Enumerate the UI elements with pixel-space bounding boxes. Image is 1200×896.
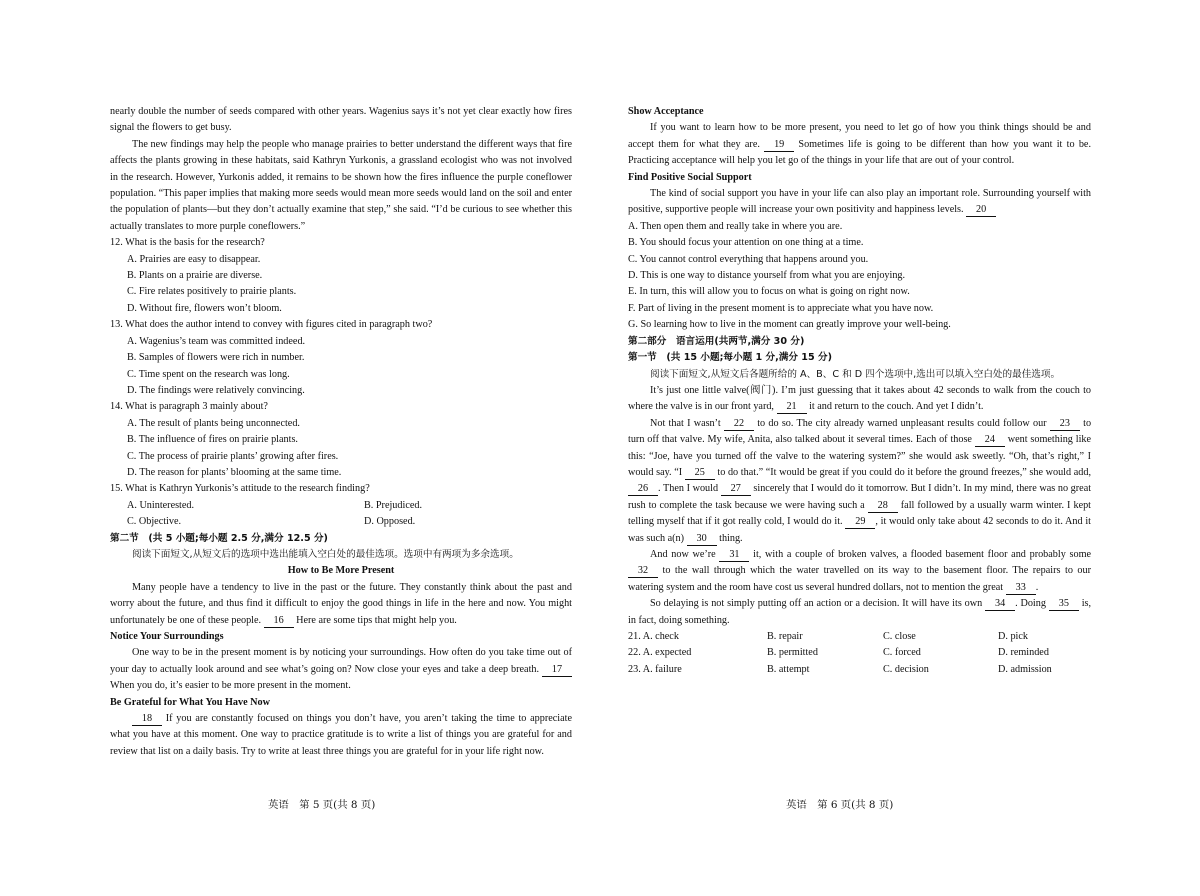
question-12: 12. What is the basis for the research?	[110, 237, 265, 249]
blank-20: 20	[966, 204, 996, 217]
option: C. The process of prairie plants’ growing after fires.	[127, 450, 339, 462]
option: D. pick	[998, 631, 1028, 642]
option: D. The findings were relatively convincing.	[127, 384, 305, 396]
paragraph: So delaying is not simply putting off an action or a decision. It will have its own 34 . Doing 35 is, in fact, doing something.	[628, 598, 1092, 626]
option: B. repair	[767, 631, 803, 642]
option: C. Time spent on the research was long.	[127, 368, 290, 380]
option: B. You should focus your attention on one thing at a time.	[628, 237, 864, 249]
option: D. Opposed.	[364, 516, 416, 528]
option: F. Part of living in the present moment is to appreciate what you have now.	[628, 302, 934, 314]
blank-24: 24	[975, 434, 1005, 447]
option: B. Plants on a prairie are diverse.	[127, 270, 263, 282]
blank-30: 30	[687, 533, 717, 546]
option-row	[110, 498, 572, 514]
option: A. The result of plants being unconnected.	[127, 417, 300, 429]
blank-28: 28	[868, 500, 898, 513]
blank-19: 19	[764, 139, 794, 152]
option: A. Prairies are easy to disappear.	[127, 253, 261, 265]
blank-33: 33	[1006, 582, 1036, 595]
page-footer-right: 英语 第 6 页(共 8 页)	[786, 799, 894, 811]
page-footer-left: 英语 第 5 页(共 8 页)	[268, 799, 376, 811]
paragraph: It’s just one little valve(阀门). I’m just guessing that it takes about 42 seconds to walk from the couch to where the valve is in our front yard, 21 it and return to the couch. And yet I didn’t.	[628, 384, 1091, 413]
option: B. Samples of flowers were rich in number.	[127, 352, 305, 364]
question-13: 13. What does the author intend to convey with figures cited in paragraph two?	[110, 319, 433, 331]
blank-18: 18	[132, 713, 162, 726]
option: A. Uninterested.	[127, 499, 195, 511]
paragraph: 18 If you are constantly focused on things you don’t have, you aren’t taking the time to appreciate what you have at this moment. One way to practice gratitude is to write a list of things you are grateful for and review that list on a daily basis. Try to write at least three things you are grateful for in your life right now.	[110, 713, 573, 757]
option: C. forced	[883, 647, 921, 659]
paragraph: And now we’re 31 it, with a couple of broken valves, a flooded basement floor and probably some 32 to the wall through which the water travelled on its way to the basement floor. The repairs to our watering system and the room have cost us several hundred dollars, not to mention the great 33 .	[628, 548, 1092, 593]
answer-row-23	[628, 662, 1091, 678]
option: G. So learning how to live in the moment can greatly improve your well-being.	[628, 319, 951, 331]
option: 22. A. expected	[628, 647, 692, 659]
subheading: Be Grateful for What You Have Now	[110, 696, 270, 708]
option-row	[110, 514, 572, 530]
subheading: Notice Your Surroundings	[110, 631, 224, 642]
paragraph: Not that I wasn’t 22 to do so. The city already warned unpleasant results could follow our 23 to turn off that valve. My wife, Anita, also talked about it several times. Each of those 24 went something like this: “Joe, have you turned off the valve to the watering system?” she would ask sweetly. “Oh, that’s right,” I would say. “I 25 to do that.” “It would be great if you could do it before the ground freezes,” she would add, 26 . Then I would 27 sincerely that I would do it tomorrow. But I didn’t. In my mind, there was no great rush to complete the task because we were having such a 28 fall followed by a usually warm winter. I kept telling myself that if it got really cold, I would do it. 29 , it would only take about 42 seconds to do it. And it was such a(n) 30 thing.	[628, 417, 1092, 544]
paragraph: The new findings may help the people who manage prairies to better understand the different ways that fire affects the plants growing in these habitats, said Kathryn Yurkonis, a grassland ecologist who was not involved in the research. However, Yurkonis added, it remains to be shown how the fires influence the purple coneflower population. “This paper implies that making more seeds would mean more seeds would land on the soil and enter the population of plants—but they don’t actually examine that step,” she said. “I’d be curious to see whether this actually translates to more purple coneflowers.”	[110, 138, 573, 232]
option: D. Without fire, flowers won’t bloom.	[127, 302, 282, 314]
option: D. The reason for plants’ blooming at the same time.	[127, 466, 342, 478]
blank-29: 29	[845, 516, 875, 529]
option: B. The influence of fires on prairie plants.	[127, 434, 298, 446]
paragraph: One way to be in the present moment is by noticing your surroundings. How often do you take time out of your day to actually look around and see what’s going on? Now close your eyes and take a deep breath. 17 When you do, it’s easier to be more present in the moment.	[110, 647, 572, 692]
blank-21: 21	[777, 401, 807, 414]
answer-row-22	[628, 645, 1091, 661]
part-heading: 第二部分 语言运用(共两节,满分 30 分)	[628, 335, 805, 347]
subheading: Find Positive Social Support	[628, 171, 752, 183]
passage-title: How to Be More Present	[287, 565, 395, 577]
blank-35: 35	[1049, 598, 1079, 611]
option: C. Fire relates positively to prairie plants.	[127, 286, 297, 298]
option: D. reminded	[998, 647, 1049, 659]
option: D. This is one way to distance yourself from what you are enjoying.	[628, 270, 906, 282]
option: C. close	[883, 631, 916, 642]
blank-26: 26	[628, 483, 658, 496]
option: D. admission	[998, 663, 1052, 675]
question-15: 15. What is Kathryn Yurkonis’s attitude to the research finding?	[110, 483, 370, 495]
option: C. Objective.	[127, 516, 182, 528]
section-instruction: 阅读下面短文,从短文后各题所给的 A、B、C 和 D 四个选项中,选出可以填入空白处的最佳选项。	[650, 368, 1061, 380]
option: 23. A. failure	[628, 663, 682, 675]
blank-25: 25	[685, 467, 715, 480]
option: B. attempt	[767, 663, 810, 675]
blank-23: 23	[1050, 418, 1080, 431]
section-heading: 第二节 (共 5 小题;每小题 2.5 分,满分 12.5 分)	[110, 532, 328, 544]
section-heading: 第一节 (共 15 小题;每小题 1 分,满分 15 分)	[628, 352, 832, 364]
blank-34: 34	[985, 598, 1015, 611]
blank-32: 32	[628, 565, 658, 578]
option: E. In turn, this will allow you to focus on what is going on right now.	[628, 286, 910, 298]
paragraph: nearly double the number of seeds compared with other years. Wagenius says it’s not yet clear exactly how fires signal the flowers to get busy.	[110, 106, 572, 134]
option: 21. A. check	[628, 631, 679, 642]
blank-16: 16	[264, 615, 294, 628]
question-14: 14. What is paragraph 3 mainly about?	[110, 401, 268, 413]
left-column	[110, 104, 572, 760]
paragraph: Many people have a tendency to live in the past or the future. They constantly think about the past and worry about the future, and thus find it difficult to enjoy the good things in life in the here and now. You might unfortunately be one of these people. 16 Here are some tips that might help you.	[110, 581, 572, 626]
section-instruction: 阅读下面短文,从短文后的选项中选出能填入空白处的最佳选项。选项中有两项为多余选项。	[132, 548, 519, 560]
option: C. decision	[883, 663, 929, 675]
option: B. Prejudiced.	[364, 499, 423, 511]
blank-31: 31	[719, 549, 749, 562]
paragraph: The kind of social support you have in your life can also play an important role. Surrounding yourself with positive, supportive people will increase your own positivity and happiness levels. 20	[628, 188, 1091, 216]
option: A. Then open them and really take in where you are.	[628, 220, 843, 232]
subheading: Show Acceptance	[628, 106, 704, 117]
option: B. permitted	[767, 647, 818, 659]
answer-row-21	[628, 629, 1091, 645]
blank-27: 27	[721, 483, 751, 496]
blank-17: 17	[542, 664, 572, 677]
right-column	[628, 104, 1091, 678]
blank-22: 22	[724, 418, 754, 431]
option: C. You cannot control everything that happens around you.	[628, 253, 869, 265]
paragraph: If you want to learn how to be more present, you need to let go of how you think things should be and accept them for what they are. 19 Sometimes life is going to be different than how you want it to be. Practicing acceptance will help you let go of the things in your life that are out of your control.	[628, 122, 1091, 167]
option: A. Wagenius’s team was committed indeed.	[127, 335, 306, 347]
